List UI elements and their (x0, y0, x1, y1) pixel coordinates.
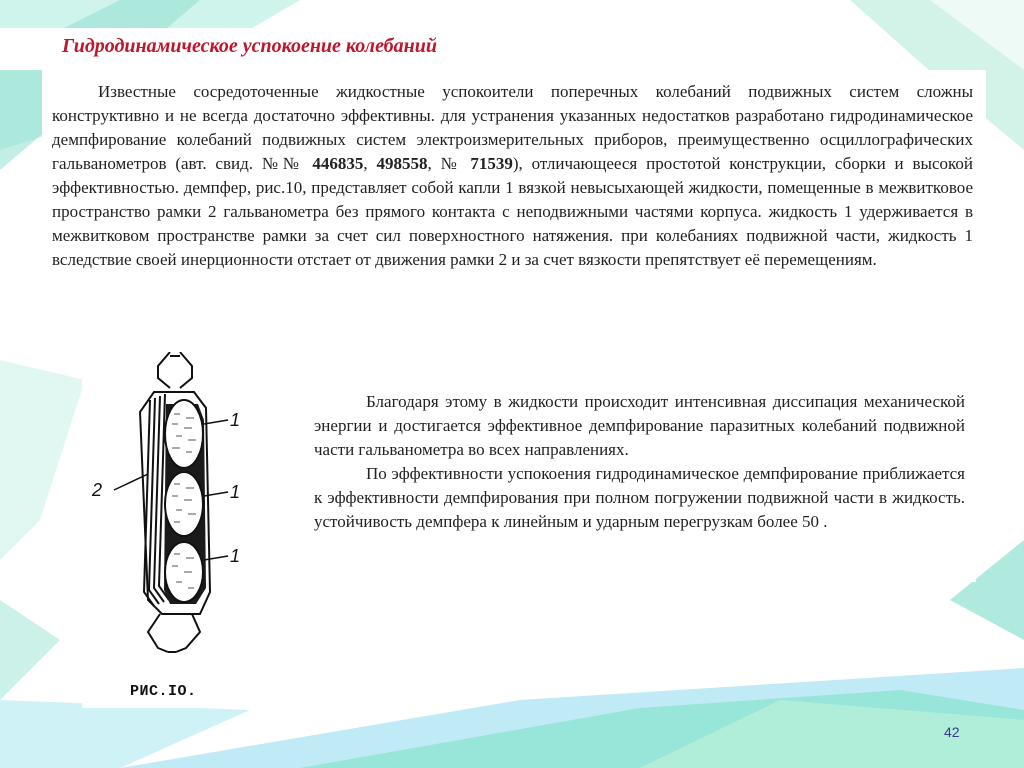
patent-number-2: 498558 (376, 154, 428, 173)
patent-number-1: 446835 (312, 154, 364, 173)
patent-separator-1: , (363, 154, 377, 173)
leader-line-drop-bottom (204, 556, 228, 560)
page-number: 42 (944, 724, 960, 740)
slide-title: Гидродинамическое успокоение колебаний (62, 35, 438, 57)
paragraph-block-right (314, 390, 965, 534)
label-drop-top: 1 (230, 410, 241, 430)
paragraph-dissipation: Благодаря этому в жидкости происходит интенсивная диссипация механической энергии и достигается эффективное демпфирование паразитных колебаний подвижной части гальванометра во всех направлениях. (314, 392, 965, 459)
patent-separator-2: , № (427, 154, 471, 173)
damper-diagram (82, 352, 300, 708)
bg-shape-bottom-left (0, 600, 60, 700)
top-connector (158, 352, 192, 388)
figure-panel (82, 352, 300, 708)
paragraph-efficiency: По эффективности успокоения гидродинамическое демпфирование приближается к эффективности демпфирования при полном погружении подвижной части в жидкость. устойчивость демпфера к линейным и ударным перегрузкам более 50 . (314, 464, 965, 531)
figure-caption: РИС.IO. (130, 683, 197, 700)
liquid-drop-top (165, 400, 203, 468)
bg-shape-left (0, 360, 85, 560)
paragraph-intro (52, 80, 973, 272)
liquid-drop-middle (165, 472, 203, 536)
label-drop-middle: 1 (230, 482, 241, 502)
paragraph-intro-part-a: Известные сосредоточенные жидкостные успокоители поперечных колебаний подвижных систем сложны конструктивно и не всегда достаточно эффективны. для устранения указанных недостатков разработано гидродинамическое демпфирование колебаний подвижных систем электроизмерительных приборов, преимущественно осциллографических гальванометров (авт. свид. №№ (52, 82, 973, 173)
bottom-connector (148, 614, 200, 652)
patent-number-3: 71539 (470, 154, 513, 173)
paragraph-intro-part-b: ), отличающееся простотой конструкции, сборки и высокой эффективностью. демпфер, рис.10, представляет собой капли 1 вязкой невысыхающей жидкости, помещенные в межвитковое пространство рамки 2 гальванометра без прямого контакта с неподвижными частями корпуса. жидкость 1 удерживается в межвитковом пространстве рамки за счет сил поверхностного натяжения. при колебаниях подвижной части, жидкость 1 вследствие своей инерционности отстает от движения рамки 2 и за счет вязкости препятствует её перемещениям. (52, 154, 973, 269)
leader-line-drop-top (204, 420, 228, 424)
label-drop-bottom: 1 (230, 546, 241, 566)
label-frame: 2 (92, 480, 103, 500)
